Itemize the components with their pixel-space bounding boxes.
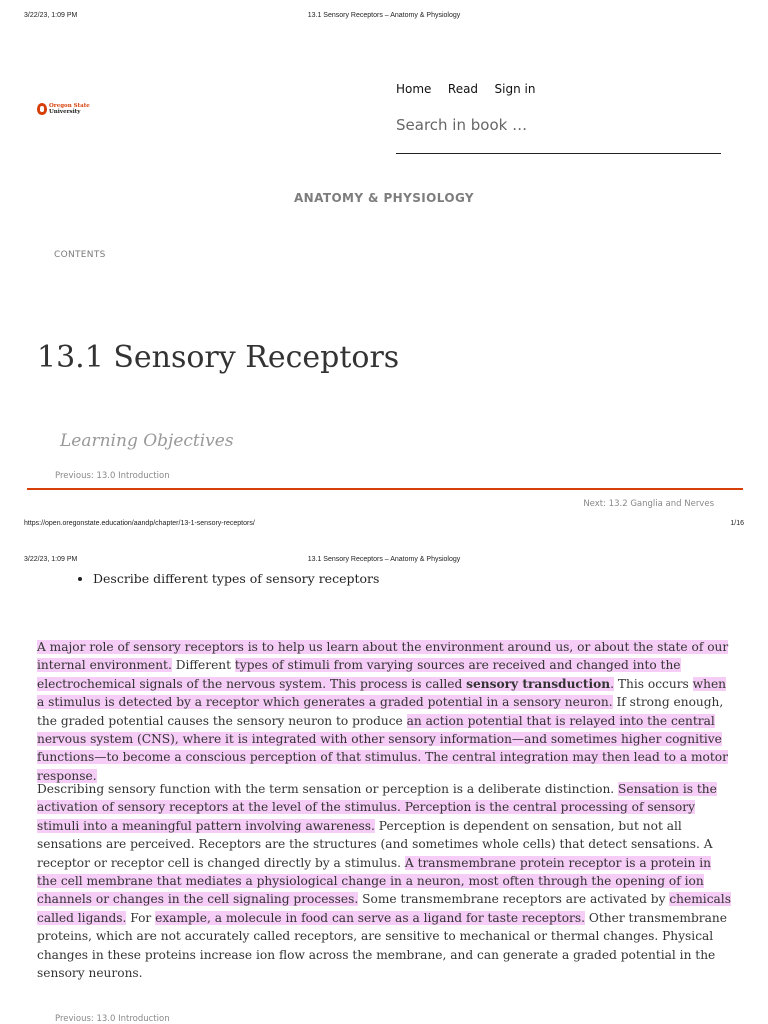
nav-sign-in-link[interactable]: Sign in (494, 82, 536, 96)
text-run: . (610, 676, 614, 691)
print-title: 13.1 Sensory Receptors – Anatomy & Physiology (307, 12, 461, 19)
term-sensory-transduction: sensory transduction (466, 676, 611, 691)
next-chapter-link[interactable]: Next: 13.2 Ganglia and Nerves (583, 499, 714, 509)
previous-chapter-link-bottom[interactable]: Previous: 13.0 Introduction (55, 1014, 170, 1024)
highlight: A transmembrane protein receptor is a protein in the cell membrane that mediates a physiological change in a neuron, most often through the opening of ion channels or changes in the cell signaling processes. (37, 855, 711, 907)
text-run: This occurs (613, 676, 693, 691)
oregon-state-logo[interactable] (37, 103, 90, 115)
print-title-page2: 13.1 Sensory Receptors – Anatomy & Physiology (307, 556, 461, 563)
paragraph-sensation-perception (37, 780, 731, 982)
highlight: A major role of sensory receptors is to help us learn about the environment around us, or about the state of our internal environment. (37, 640, 729, 673)
highlight: chemicals called ligands. (37, 892, 731, 925)
learning-objectives-heading: Learning Objectives (60, 431, 234, 451)
text-run: Other transmembrane proteins, which are not accurately called receptors, are sensitive to mechanical or thermal changes. Physical changes in these proteins increase ion flow across the membrane, and can generate a graded potential in the sensory neurons. (37, 910, 727, 981)
objectives-list (75, 571, 379, 586)
contents-toggle[interactable]: CONTENTS (54, 250, 106, 260)
logo-line-2: University (49, 109, 81, 115)
text-run: Different (171, 658, 235, 673)
text-run: For (126, 910, 156, 925)
print-page-number: 1/16 (730, 520, 744, 527)
osu-seal-icon (37, 103, 47, 115)
top-nav (396, 80, 547, 98)
nav-home-link[interactable]: Home (396, 82, 432, 96)
text-run: Describing sensory function with the term sensation or perception is a deliberate distinction. (37, 782, 619, 796)
paragraph-sensory-transduction (37, 638, 729, 785)
highlight: an action potential that is relayed into the central nervous system (CNS), where it is integrated with other sensory information—and sometimes higher cognitive functions—to become a conscious perception of that stimulus. The central integration may then lead to a motor response. (37, 713, 728, 783)
book-title[interactable]: ANATOMY & PHYSIOLOGY (293, 191, 475, 205)
search-input[interactable]: Search in book … (396, 116, 528, 134)
objective-item: • Describe different types of sensory receptors (93, 571, 379, 586)
highlight: example, a molecule in food can serve as a ligand for taste receptors. (155, 910, 586, 925)
search-underline (396, 153, 721, 154)
highlight: when a stimulus is detected by a receptor which generates a graded potential in a sensory neuron. (37, 676, 726, 710)
print-date-page2: 3/22/23, 1:09 PM (24, 556, 78, 563)
text-run: Perception is dependent on sensation, but not all sensations are perceived. Receptors are the structures (and sometimes whole cells) that detect sensations. A receptor or receptor cell is changed directly by a stimulus. (37, 818, 713, 870)
print-url: https://open.oregonstate.education/aandp/chapter/13-1-sensory-receptors/ (24, 520, 255, 527)
text-run: Some transmembrane receptors are activated by (358, 892, 670, 907)
text-run: types of stimuli from varying sources are received and changed into the electrochemical signals of the nervous system. This process is called (37, 658, 681, 691)
previous-chapter-link[interactable]: Previous: 13.0 Introduction (55, 471, 170, 481)
print-date: 3/22/23, 1:09 PM (24, 12, 78, 19)
chapter-title: 13.1 Sensory Receptors (37, 340, 400, 375)
nav-read-link[interactable]: Read (447, 82, 479, 96)
text-run: If strong enough, the graded potential causes the sensory neuron to produce (37, 695, 724, 728)
logo-line-1: Oregon State (49, 103, 90, 109)
orange-divider (27, 488, 743, 490)
highlight: Sensation is the activation of sensory receptors at the level of the stimulus. Perception is the central processing of sensory stimuli into a meaningful pattern involving awareness. (37, 782, 717, 833)
